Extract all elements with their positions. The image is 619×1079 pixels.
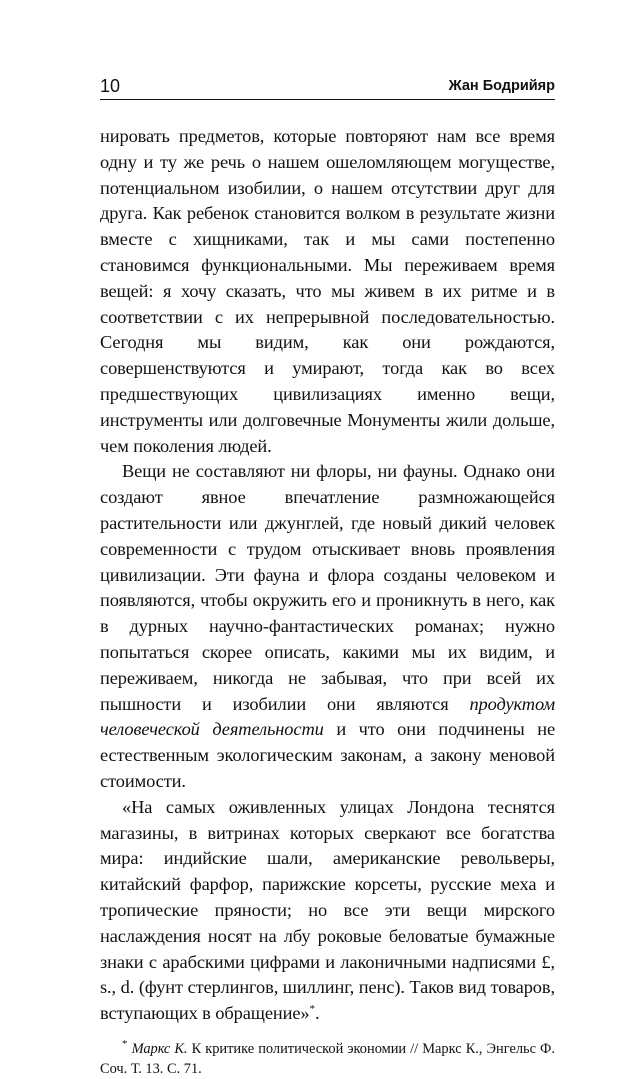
page-number: 10: [100, 76, 121, 96]
footnote: [100, 1039, 555, 1079]
page-header: [100, 72, 555, 100]
paragraph-3-quote: [100, 795, 555, 1027]
paragraph-2: [100, 459, 555, 794]
footnote-reference: *: [309, 1002, 315, 1015]
footnote-author: Маркс К.: [131, 1040, 188, 1057]
footnote-text: К критике политической экономии // Маркс К., Энгельс Ф. Соч. Т. 13. С. 71.: [100, 1040, 555, 1077]
running-head: Жан Бодрийяр: [448, 78, 555, 94]
paragraph-2-start: Вещи не составляют ни флоры, ни фауны. Однако они создают явное впечатление размножающейся растительности или джунглей, где новый дикий человек современности с трудом отыскивает вновь проявления цивилизации. Эти фауна и флора созданы человеком и появляются, чтобы окружить его и проникнуть в него, как в дурных научно-фантастических романах; нужно попытаться скорее описать, какими мы их видим, и переживаем, никогда не забывая, что при всей их пышности и изобилии они являются: [100, 461, 555, 714]
paragraph-2-italic: продуктом человеческой деятельности: [100, 693, 555, 740]
paragraph-2-end: и что они подчинены не естественным экологическим законам, а закону меновой стоимости.: [100, 719, 556, 791]
body-text: [100, 124, 555, 1027]
book-page: [100, 72, 555, 1079]
paragraph-3-end: .: [314, 1003, 320, 1024]
paragraph-1: нировать предметов, которые повторяют нам все время одну и ту же речь о нашем ошеломляющем могуществе, потенциальном изобилии, о нашем отсутствии друг для друга. Как ребенок становится волком в результате жизни вместе с хищниками, так и мы сами постепенно становимся функциональными. Мы переживаем время вещей: я хочу сказать, что мы живем в их ритме и в соответствии с их непрерывной последовательностью. Сегодня мы видим, как они рождаются, совершенствуются и умирают, тогда как во всех предшествующих цивилизациях именно вещи, инструменты или долговечные Монументы жили дольше, чем поколения людей.: [100, 126, 555, 456]
footnote-mark: *: [122, 1038, 128, 1051]
paragraph-3-text: «На самых оживленных улицах Лондона теснятся магазины, в витринах которых сверкают все богатства мира: индийские шали, американские револьверы, китайский фарфор, парижские корсеты, русские меха и тропические пряности; но все эти вещи мирского наслаждения носят на лбу роковые беловатые бумажные знаки с арабскими цифрами и лаконичными надписями £, s., d. (фунт стерлингов, шиллинг, пенс). Таков вид товаров, вступающих в обращение»: [100, 796, 555, 1024]
